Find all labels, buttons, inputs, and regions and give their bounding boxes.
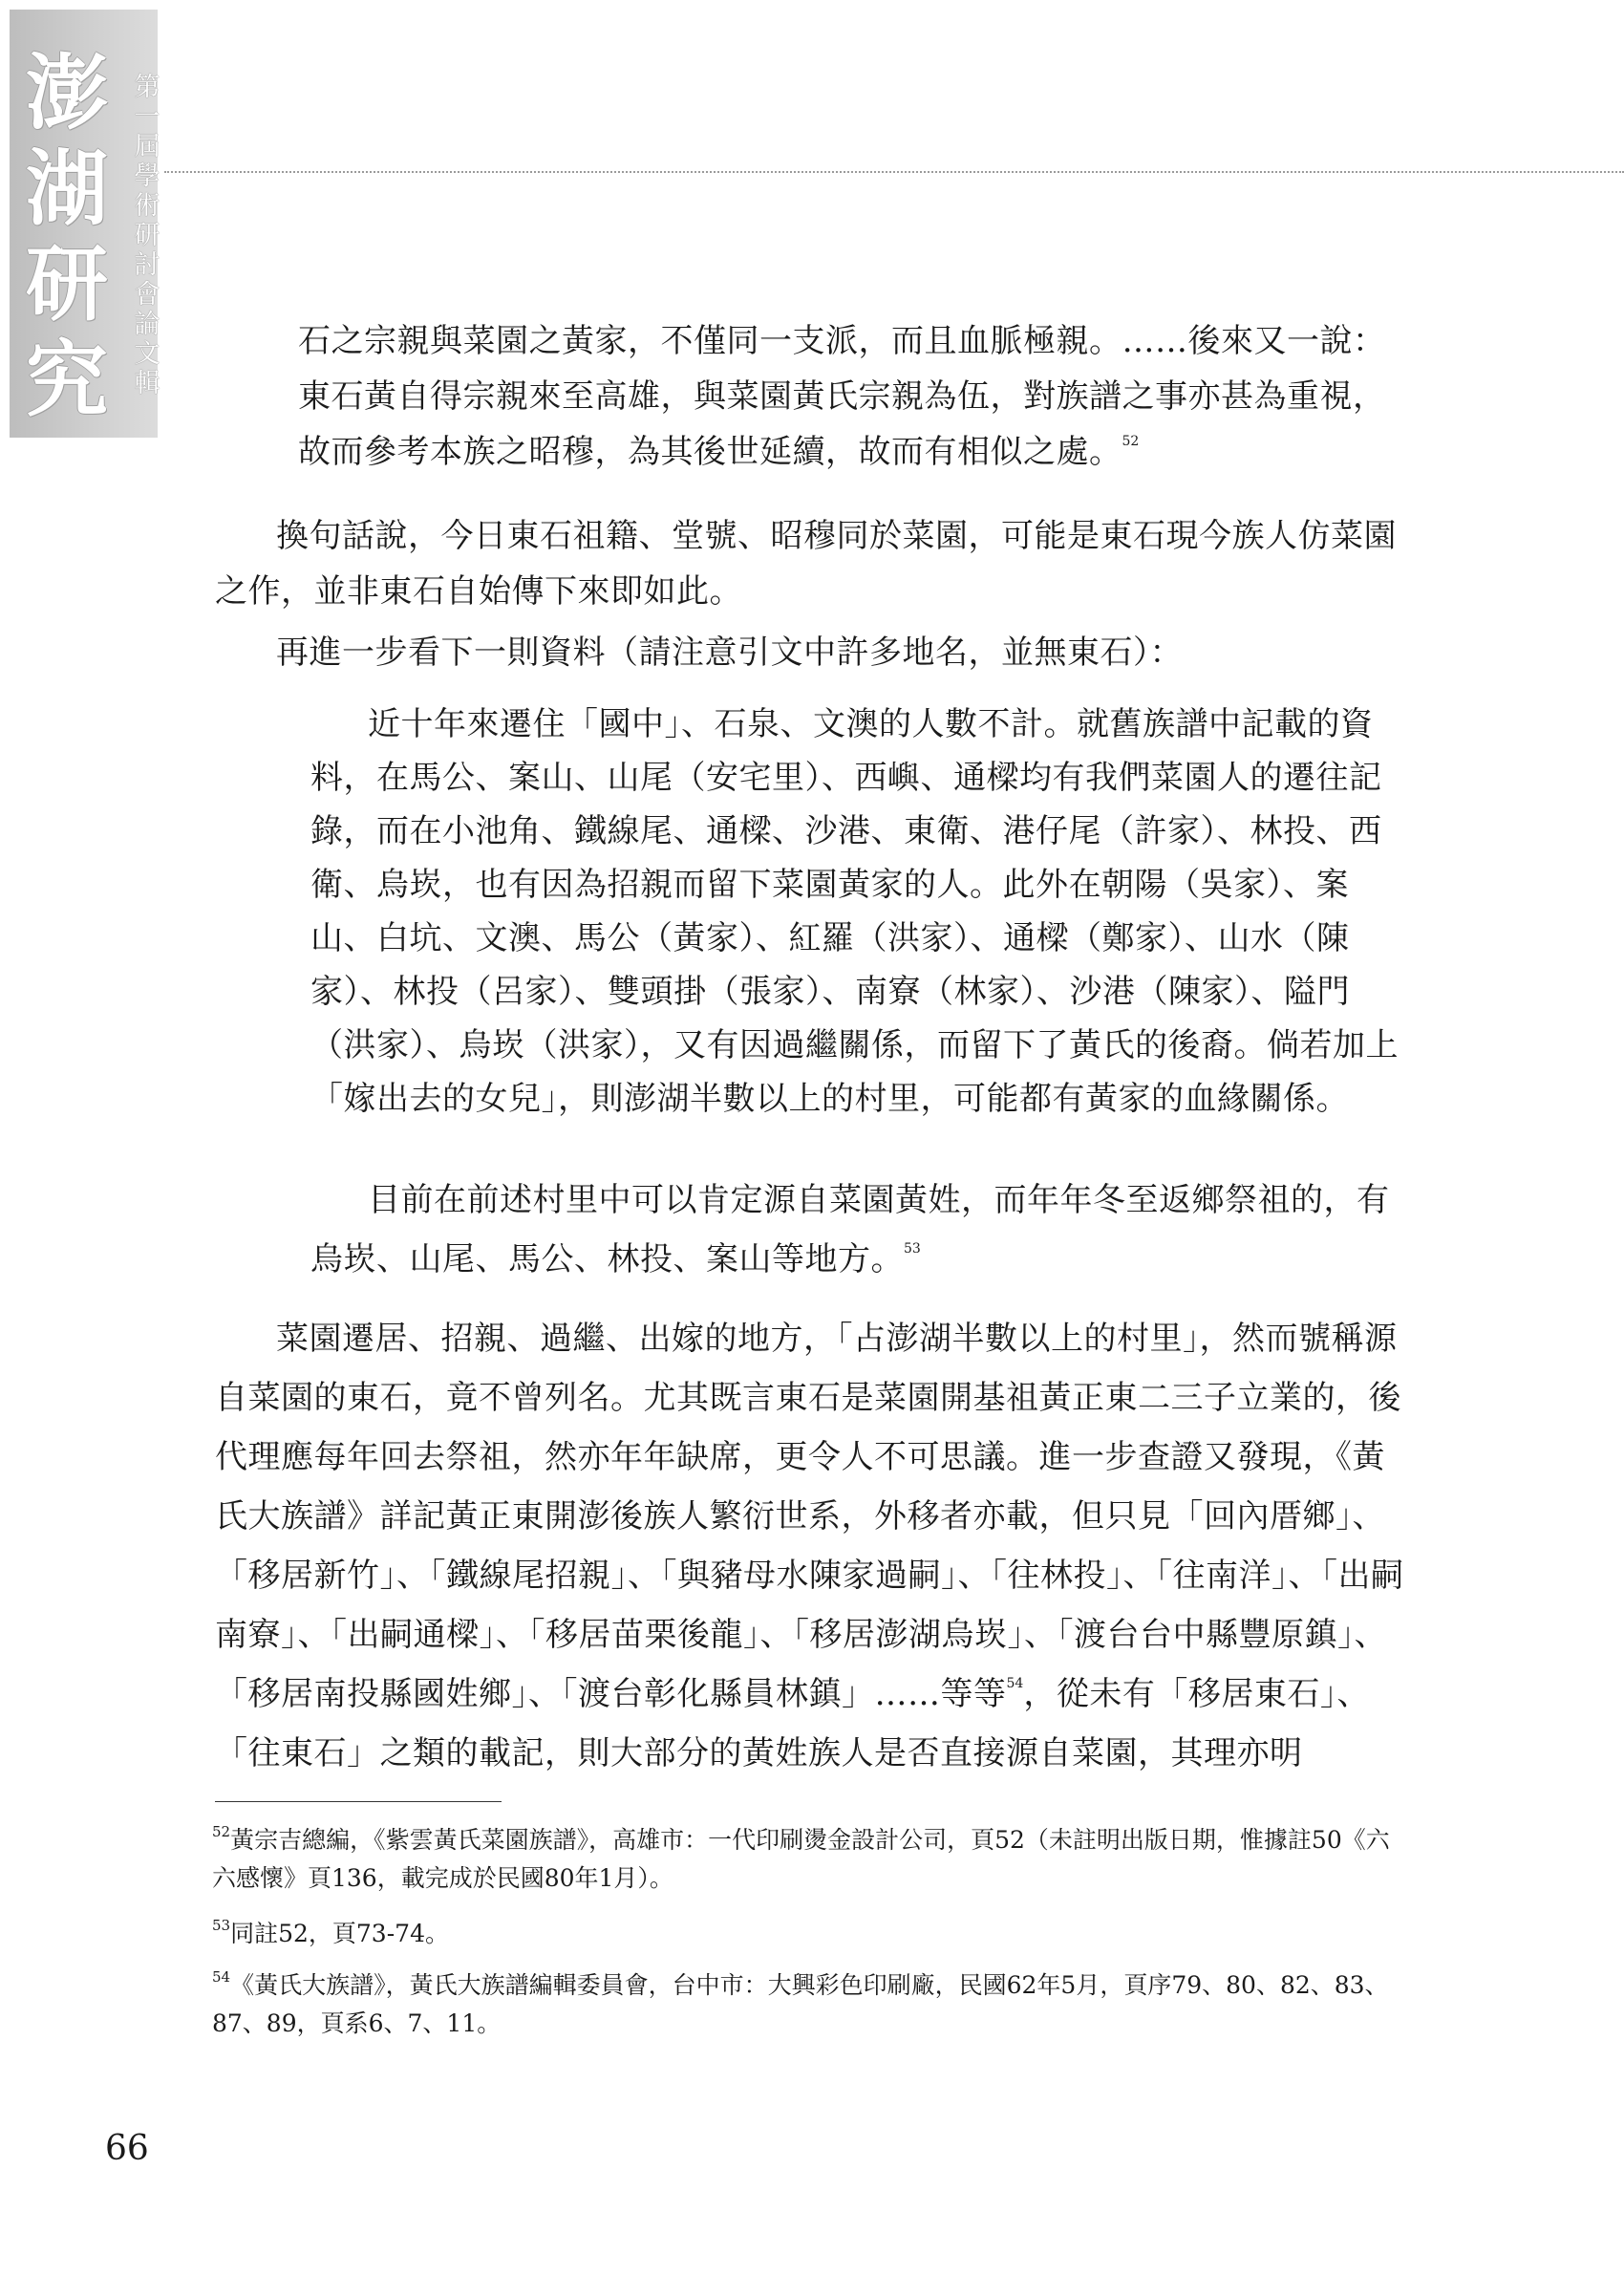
footnote-text: 同註52，頁73-74。 (230, 1920, 449, 1947)
footnote-number: 54 (212, 1968, 231, 1986)
journal-title (23, 46, 111, 428)
footnote-number: 53 (212, 1917, 231, 1934)
page-number: 66 (105, 2129, 149, 2168)
footnote-ref[interactable]: 53 (904, 1241, 921, 1257)
header-dotted-rule (164, 171, 1624, 173)
journal-subtitle-char: 一 (134, 102, 160, 132)
footnote-separator (215, 1801, 502, 1802)
block-quote-1 (298, 313, 1411, 480)
footnote-text: 《黃氏大族譜》，黃氏大族譜編輯委員會，台中市：大興彩色印刷廠，民國62年5月，頁序79、80、82、83、87、89，頁系6、7、11。 (212, 1971, 1389, 2037)
quote-text: 石之宗親與菜園之黃家，不僅同一支派，而且血脈極親。……後來又一說：東石黃自得宗親來至高雄，與菜園黃氏宗親為伍，對族譜之事亦甚為重視，故而參考本族之昭穆，為其後世延續，故而有相似之處。 (298, 322, 1386, 471)
body-paragraph-3 (215, 1309, 1411, 1783)
journal-subtitle-char: 屆 (134, 132, 160, 161)
block-quote-3 (310, 1171, 1411, 1289)
body-paragraph-1: 換句話說，今日東石祖籍、堂號、昭穆同於菜園，可能是東石現今族人仿菜園之作，並非東石自始傳下來即如此。 (215, 517, 1397, 611)
footnote-54 (212, 1966, 1408, 2043)
journal-title-char: 究 (26, 332, 108, 428)
footnote-ref[interactable]: 52 (1122, 434, 1140, 449)
header-banner (10, 10, 158, 438)
block-quote-2: 近十年來遷住「國中」、石泉、文澳的人數不計。就舊族譜中記載的資料，在馬公、案山、山尾（安宅里）、西嶼、通樑均有我們菜園人的遷往記錄，而在小池角、鐵線尾、通樑、沙港、東衛、港仔尾（許家）、林投、西衛、烏崁，也有因為招親而留下菜園黃家的人。此外在朝陽（吳家）、案山、白坑、文澳、馬公（黃家）、紅羅（洪家）、通樑（鄭家）、山水（陳家）、林投（呂家）、雙頭掛（張家）、南寮（林家）、沙港（陳家）、隘門（洪家）、烏崁（洪家），又有因過繼關係，而留下了黃氏的後裔。倘若加上「嫁出去的女兒」，則澎湖半數以上的村里，可能都有黃家的血緣關係。 (310, 705, 1399, 1118)
journal-subtitle-char: 第 (134, 73, 160, 102)
body-paragraph-2: 再進一步看下一則資料（請注意引文中許多地名，並無東石）： (276, 634, 1183, 672)
journal-subtitle-char: 文 (134, 339, 160, 369)
journal-subtitle-char: 輯 (134, 369, 160, 398)
journal-title-char: 湖 (26, 140, 108, 237)
footnote-ref[interactable]: 54 (1006, 1676, 1024, 1691)
footnote-53 (212, 1915, 1408, 1953)
journal-subtitle-char: 術 (134, 191, 160, 221)
journal-subtitle (128, 73, 166, 398)
paragraph-text: ，從未有「移居東石」、「往東石」之類的載記，則大部分的黃姓族人是否直接源自菜園，其理亦明 (215, 1675, 1370, 1772)
quote-text: 目前在前述村里中可以肯定源自菜園黃姓，而年年冬至返鄉祭祖的，有烏崁、山尾、馬公、林投、案山等地方。 (310, 1181, 1390, 1278)
footnote-text: 黃宗吉總編，《紫雲黃氏菜園族譜》，高雄市：一代印刷燙金設計公司，頁52（未註明出版日期，惟據註50《六六感懷》頁136，載完成於民國80年1月）。 (212, 1826, 1390, 1892)
footnote-number: 52 (212, 1823, 231, 1840)
footnote-52 (212, 1821, 1408, 1898)
journal-title-char: 研 (26, 236, 108, 333)
journal-subtitle-char: 討 (134, 250, 160, 280)
journal-subtitle-char: 論 (134, 310, 160, 339)
journal-subtitle-char: 學 (134, 161, 160, 191)
paragraph-text: 菜園遷居、招親、過繼、出嫁的地方，「占澎湖半數以上的村里」，然而號稱源自菜園的東石，竟不曾列名。尤其既言東石是菜園開基祖黃正東二三子立業的，後代理應每年回去祭祖，然亦年年缺席，更令人不可思議。進一步查證又發現，《黃氏大族譜》詳記黃正東開澎後族人繁衍世系，外移者亦載，但只見「回內厝鄉」、「移居新竹」、「鐵線尾招親」、「與豬母水陳家過嗣」、「往林投」、「往南洋」、「出嗣南寮」、「出嗣通樑」、「移居苗栗後龍」、「移居澎湖烏崁」、「渡台台中縣豐原鎮」、「移居南投縣國姓鄉」、「渡台彰化縣員林鎮」……等等 (215, 1320, 1404, 1713)
journal-title-char: 澎 (26, 45, 108, 141)
journal-subtitle-char: 研 (134, 221, 160, 250)
journal-subtitle-char: 會 (134, 280, 160, 310)
